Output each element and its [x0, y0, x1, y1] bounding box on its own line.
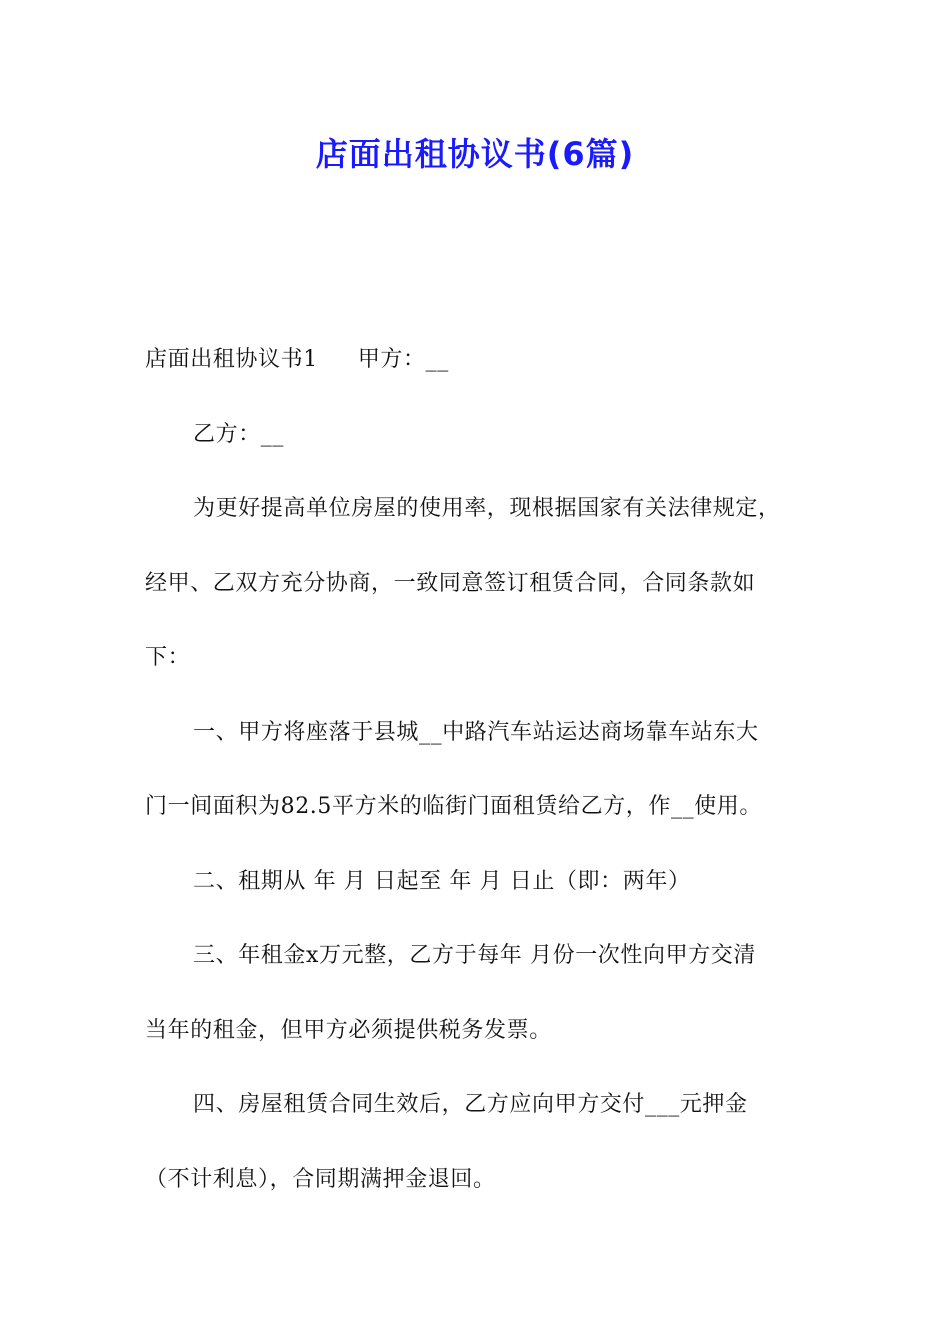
paragraph-line-3: 为更好提高单位房屋的使用率，现根据国家有关法律规定， [193, 496, 781, 521]
paragraph-line-10: 当年的租金，但甲方必须提供税务发票。 [145, 1017, 552, 1043]
paragraph-line-5: 下： [145, 645, 191, 670]
paragraph-line-6: 一、甲方将座落于县城__中路汽车站运达商场靠车站东大 [193, 719, 759, 745]
paragraph-line-7: 门一间面积为82.5平方米的临街门面租赁给乙方，作__使用。 [145, 794, 762, 819]
paragraph-line-9: 三、年租金x万元整，乙方于每年 月份一次性向甲方交清 [193, 943, 757, 968]
paragraph-line-4: 经甲、乙双方充分协商，一致同意签订租赁合同，合同条款如 [145, 570, 756, 596]
document-body [145, 338, 825, 1232]
paragraph-line-1 [145, 338, 825, 413]
paragraph-line-11: 四、房屋租赁合同生效后，乙方应向甲方交付___元押金 [193, 1092, 748, 1117]
party-a-label: 甲方：__ [357, 347, 449, 372]
agreement-heading: 店面出租协议书1 [145, 347, 318, 372]
paragraph-line-12: （不计利息），合同期满押金退回。 [145, 1166, 496, 1192]
paragraph-line-2: 乙方：__ [193, 421, 285, 447]
paragraph-line-8: 二、租期从 年 月 日起至 年 月 日止（即：两年） [193, 868, 691, 894]
document-title: 店面出租协议书(6篇) [315, 135, 635, 173]
